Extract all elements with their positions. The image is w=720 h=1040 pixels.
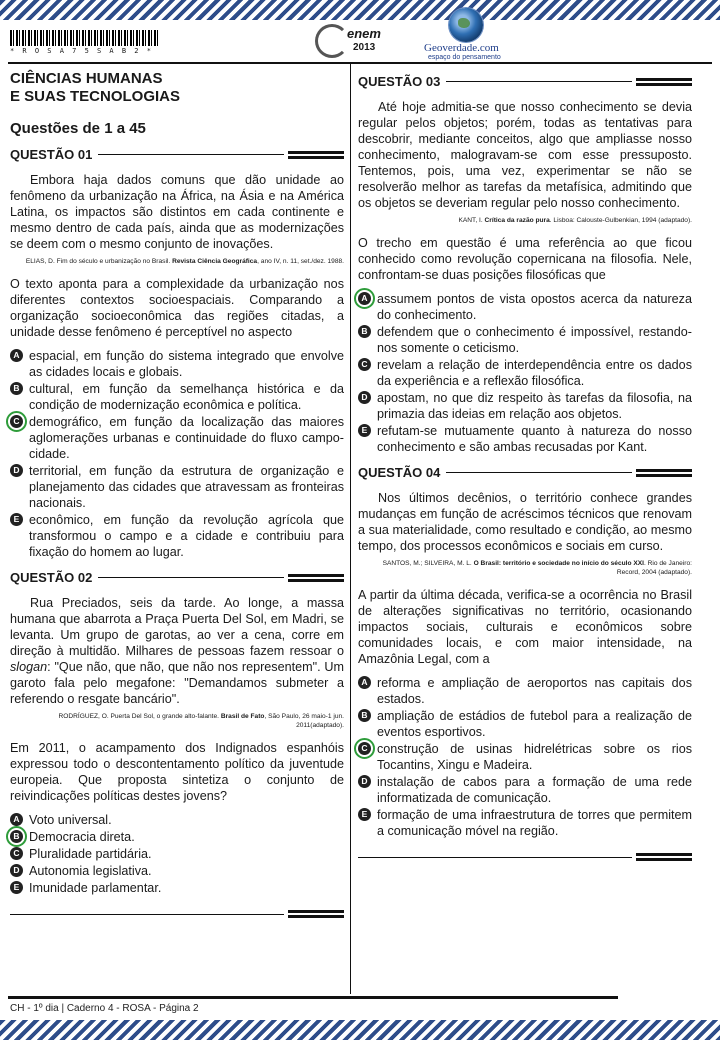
question-03-source: KANT, I. Crítica da razão pura. Lisboa: Calouste-Gulbenkian, 1994 (adaptado).: [458, 217, 692, 224]
option-bubble[interactable]: D: [358, 775, 371, 788]
question-02-stem: Em 2011, o acampamento dos Indignados espanhóis expressou todo o descontentamento político da juventude europeia. Que proposta sintetiza o conjunto de reivindicações políticas destes jovens?: [10, 741, 344, 803]
option-text: Democracia direta.: [29, 830, 135, 844]
question-04-label: QUESTÃO 04: [358, 465, 441, 480]
question-thick-bar: [288, 151, 344, 159]
option-b[interactable]: [358, 708, 692, 740]
option-d[interactable]: [358, 774, 692, 806]
option-text: Autonomia legislativa.: [29, 864, 152, 878]
area-title-line-2: E SUAS TECNOLOGIAS: [10, 88, 181, 105]
option-bubble[interactable]: B: [358, 325, 371, 338]
option-text: assumem pontos de vista opostos acerca da natureza do conhecimento.: [377, 292, 692, 322]
question-04-stem: A partir da última década, verifica-se a ocorrência no Brasil de alterações significativas no território, ocasionando impactos sociais, culturais e econômicos sobre comunidades locais, e com maior intensidade, na Amazônia Legal, com a: [358, 588, 692, 666]
option-text: demográfico, em função da localização das maiores aglomerações urbanas e continuidade do fluxo campo-cidade.: [29, 415, 344, 461]
question-01-source: ELIAS, D. Fim do século e urbanização no Brasil. Revista Ciência Geográfica, ano IV, n. 11, set./dez. 1988.: [25, 258, 344, 265]
option-c-selected[interactable]: [358, 741, 692, 773]
option-bubble-selected[interactable]: B: [10, 830, 23, 843]
option-bubble-selected[interactable]: C: [358, 742, 371, 755]
globe-icon: [449, 8, 483, 42]
option-bubble[interactable]: C: [10, 847, 23, 860]
question-04-source: SANTOS, M.; SILVEIRA, M. L. O Brasil: território e sociedade no início do século XXI. Rio de Janeiro: Record, 2004 (adaptado).: [382, 560, 692, 576]
option-text: instalação de cabos para a formação de uma rede informatizada de comunicação.: [377, 775, 692, 805]
question-02-label: QUESTÃO 02: [10, 570, 93, 585]
option-c[interactable]: [10, 846, 344, 862]
option-bubble[interactable]: D: [358, 391, 371, 404]
question-04-header: [358, 465, 692, 480]
barcode-text: * R O S A 7 5 S A B 2 *: [10, 47, 153, 55]
option-d[interactable]: [358, 390, 692, 422]
question-03-text: Até hoje admitia-se que nosso conhecimento se devia regular pelos objetos; porém, todas as tentativas para descobrir, mediante conceitos, algo que ampliasse nosso conhecimento, malogravam-se com esse pressuposto. Tentemos, pois, uma vez, experimentar se não se resolverão melhor as tarefas da metafísica, admitindo que os objetos se deveriam regular pelo nosso conhecimento.: [358, 100, 692, 210]
question-thick-bar: [636, 469, 692, 477]
question-01-stem: O texto aponta para a complexidade da urbanização nos diferentes contextos socioespaciais. Comparando a organização socioeconômica das regiões citadas, a unidade desse fenômeno é perceptível no aspecto: [10, 277, 344, 339]
column-divider: [350, 64, 351, 994]
option-text: reforma e ampliação de aeroportos nas capitais dos estados.: [377, 676, 692, 706]
enem-logo-arc-icon: [315, 24, 349, 58]
option-text: espacial, em função do sistema integrado que envolve as cidades locais e globais.: [29, 349, 344, 379]
option-bubble[interactable]: A: [10, 813, 23, 826]
option-bubble[interactable]: A: [358, 676, 371, 689]
option-e[interactable]: [358, 423, 692, 455]
question-range: Questões de 1 a 45: [10, 120, 146, 137]
option-text: cultural, em função da semelhança histórica e da condição de modernização econômica e política.: [29, 382, 344, 412]
option-text: Pluralidade partidária.: [29, 847, 152, 861]
question-03-header: [358, 74, 692, 89]
option-text: apostam, no que diz respeito às tarefas da filosofia, na primazia das ideias em relação aos objetos.: [377, 391, 692, 421]
option-text: territorial, em função da estrutura de organização e planejamento das cidades que atravessam as fronteiras nacionais.: [29, 464, 344, 510]
left-column: [10, 66, 344, 926]
option-b[interactable]: [358, 324, 692, 356]
question-thick-bar: [288, 574, 344, 582]
option-e[interactable]: [10, 512, 344, 560]
option-bubble-selected[interactable]: C: [10, 415, 23, 428]
area-title-line-1: CIÊNCIAS HUMANAS: [10, 70, 163, 87]
question-rule: [446, 472, 632, 473]
option-bubble-selected[interactable]: A: [358, 292, 371, 305]
question-04-text: Nos últimos decênios, o território conhece grandes mudanças em função de acréscimos técnicos que renovam a sua materialidade, como resultado e condição, ao mesmo tempo, dos processos econômicos e sociais em curso.: [358, 491, 692, 553]
question-01-options: [10, 348, 344, 560]
option-text: Voto universal.: [29, 813, 112, 827]
option-a-selected[interactable]: [358, 291, 692, 323]
question-04-options: [358, 675, 692, 839]
barcode: [10, 30, 160, 46]
option-text: revelam a relação de interdependência entre os dados da experiência e a reflexão filosófica.: [377, 358, 692, 388]
enem-logo: [315, 20, 395, 54]
option-bubble[interactable]: C: [358, 358, 371, 371]
option-text: refutam-se mutuamente quanto à natureza do nosso conhecimento e são ambas recusadas por Kant.: [377, 424, 692, 454]
option-d[interactable]: [10, 463, 344, 511]
question-rule: [98, 577, 284, 578]
option-a[interactable]: [10, 812, 344, 828]
option-text: construção de usinas hidrelétricas sobre os rios Tocantins, Xingu e Madeira.: [377, 742, 692, 772]
option-bubble[interactable]: E: [10, 513, 23, 526]
top-stripe-border: [0, 0, 720, 20]
option-text: ampliação de estádios de futebol para a realização de eventos esportivos.: [377, 709, 692, 739]
question-02-header: [10, 570, 344, 585]
site-tagline: espaço do pensamento: [428, 54, 501, 61]
page-footer: CH - 1º dia | Caderno 4 - ROSA - Página 2: [10, 1003, 199, 1014]
option-d[interactable]: [10, 863, 344, 879]
site-name[interactable]: Geoverdade.com: [424, 42, 499, 54]
footer-rule: [8, 996, 618, 999]
question-03-label: QUESTÃO 03: [358, 74, 441, 89]
question-thick-bar: [636, 78, 692, 86]
right-column: [358, 66, 692, 869]
option-bubble[interactable]: B: [10, 382, 23, 395]
question-02-source: RODRÍGUEZ, O. Puerta Del Sol, o grande alto-falante. Brasil de Fato, São Paulo, 26 maio-1 jun. 2011(adaptado).: [58, 713, 344, 729]
option-bubble[interactable]: E: [358, 424, 371, 437]
option-a[interactable]: [358, 675, 692, 707]
question-03-options: [358, 291, 692, 455]
option-text: defendem que o conhecimento é impossível, restando-nos somente o ceticismo.: [377, 325, 692, 355]
question-rule: [446, 81, 632, 82]
column-end-bar: [10, 910, 344, 918]
bottom-stripe-border: [0, 1020, 720, 1040]
option-bubble[interactable]: B: [358, 709, 371, 722]
option-text: econômico, em função da revolução agrícola que transformou o campo e a cidade e contribuiu para fixação do homem ao lugar.: [29, 513, 344, 559]
question-01-text: Embora haja dados comuns que dão unidade ao fenômeno da urbanização na África, na Ásia e na América Latina, os impactos são distintos em cada continente e mesmo dentro de cada país, ainda que as modernizações se deem com o mesmo conjunto de inovações.: [10, 173, 344, 251]
question-rule: [98, 154, 284, 155]
option-bubble[interactable]: E: [358, 808, 371, 821]
enem-logo-word: enem: [347, 26, 381, 41]
question-02-text: Rua Preciados, seis da tarde. Ao longe, a massa humana que abarrota a Praça Puerta Del Sol, em Madri, se levanta. Um grupo de garotas, ao ver a cena, corre em direção à multidão. Milhares de pessoas fazem ressoar o slogan: "Que não, que não, que não nos representem". Um garoto fala pelo megafone: "Demandamos submeter a referendo o resgate bancário".: [10, 596, 344, 706]
option-bubble[interactable]: E: [10, 881, 23, 894]
header-rule: [8, 62, 712, 64]
option-c[interactable]: [358, 357, 692, 389]
question-01-header: [10, 147, 344, 162]
column-end-bar: [358, 853, 692, 861]
option-e[interactable]: [358, 807, 692, 839]
question-01-label: QUESTÃO 01: [10, 147, 93, 162]
option-text: formação de uma infraestrutura de torres que permitem a comunicação móvel na região.: [377, 808, 692, 838]
option-a[interactable]: [10, 348, 344, 380]
option-e[interactable]: [10, 880, 344, 896]
option-bubble[interactable]: A: [10, 349, 23, 362]
option-bubble[interactable]: D: [10, 464, 23, 477]
option-b-selected[interactable]: [10, 829, 344, 845]
option-text: Imunidade parlamentar.: [29, 881, 162, 895]
option-c-selected[interactable]: [10, 414, 344, 462]
enem-logo-year: 2013: [353, 42, 376, 53]
question-02-options: [10, 812, 344, 896]
option-bubble[interactable]: D: [10, 864, 23, 877]
question-03-stem: O trecho em questão é uma referência ao que ficou conhecido como revolução copernicana na filosofia. Nele, confrontam-se duas posições filosóficas que: [358, 236, 692, 282]
option-b[interactable]: [10, 381, 344, 413]
